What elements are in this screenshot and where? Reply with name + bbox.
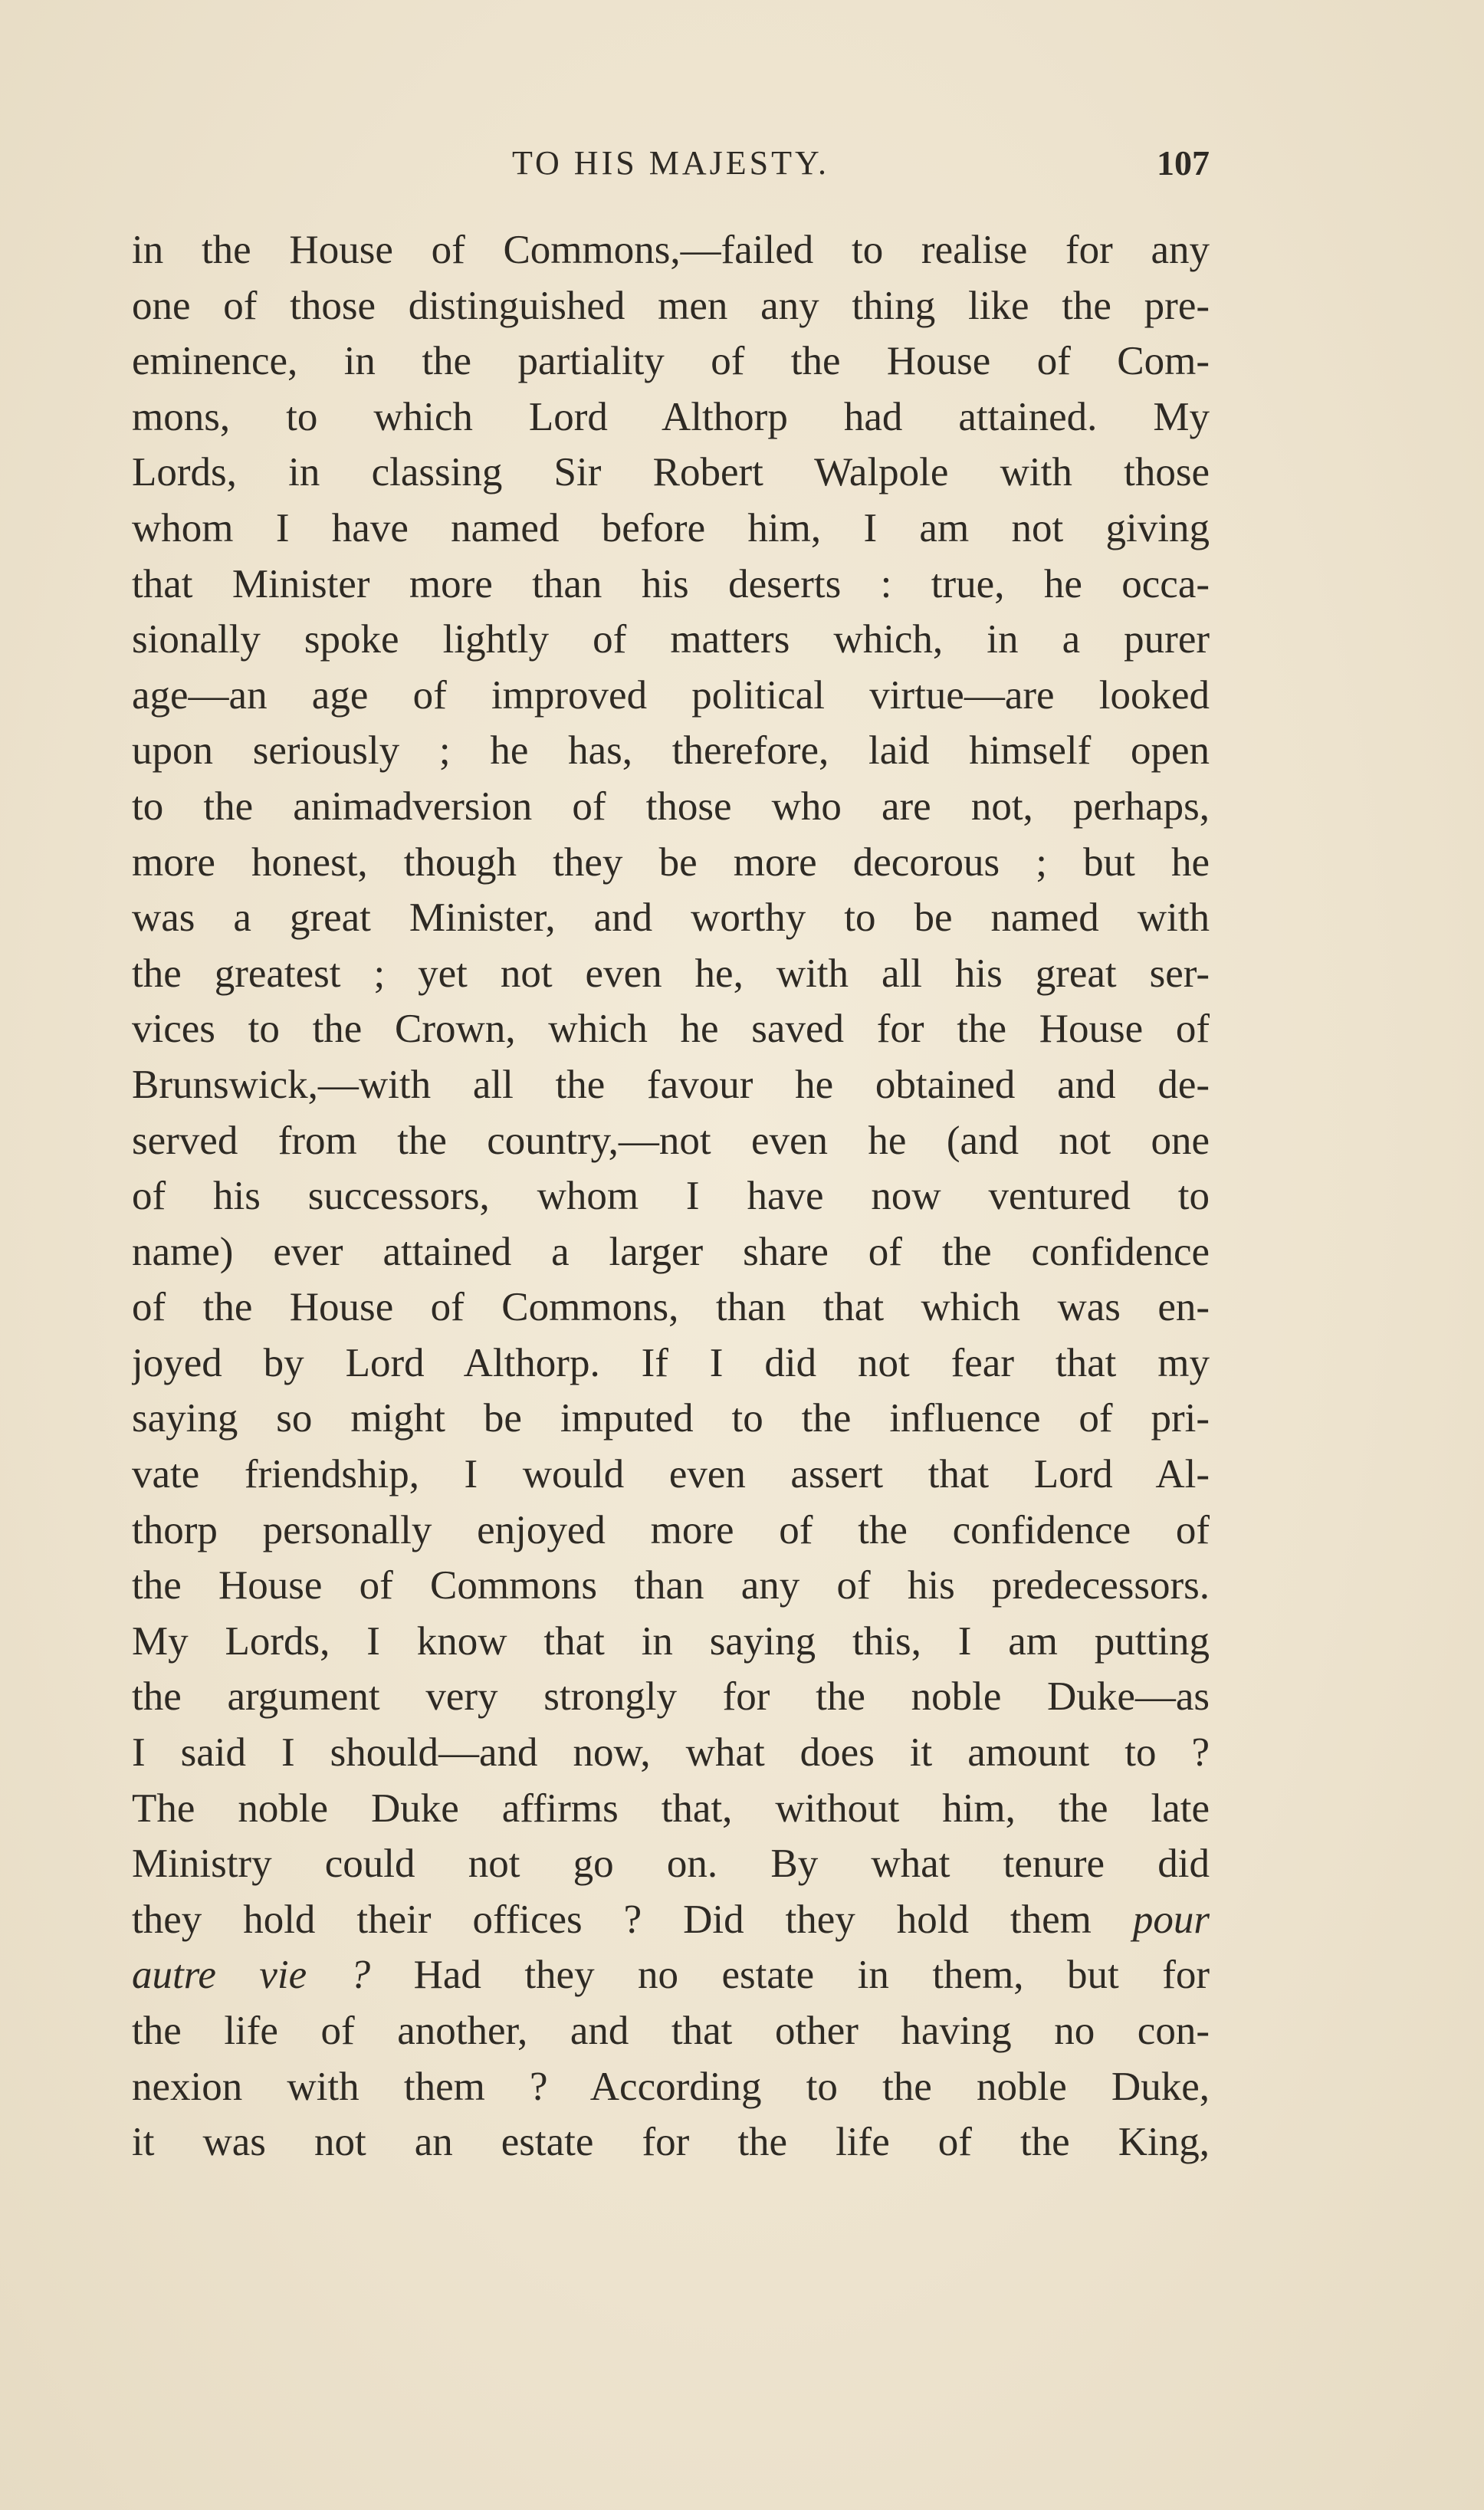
text-line: in the House of Commons,—failed to realise for any (132, 228, 1210, 272)
text-line: I said I should—and now, what does it amount to ? (132, 1730, 1210, 1776)
text-line-with-italic (132, 1947, 1210, 2003)
text-line-with-italic (132, 1892, 1210, 1948)
text-line: one of those distinguished men any thing like the pre- (132, 283, 1210, 328)
running-head (132, 136, 1210, 190)
running-head-title: TO HIS MAJESTY. (511, 144, 830, 182)
text-line: vate friendship, I would even assert that Lord Al- (132, 1452, 1210, 1497)
text-line: whom I have named before him, I am not giving (132, 505, 1210, 550)
text-line: sionally spoke lightly of matters which, in a purer (132, 617, 1210, 662)
text-line: more honest, though they be more decorous ; but he (132, 839, 1210, 885)
text-line: age—an age of improved political virtue—are looked (132, 672, 1210, 718)
text-line: nexion with them ? According to the noble Duke, (132, 2064, 1210, 2109)
text-line: of the House of Commons, than that which was en- (132, 1285, 1210, 1330)
text-line: Brunswick,—with all the favour he obtained and de- (132, 1062, 1210, 1107)
text-line: the life of another, and that other having no con- (132, 2009, 1210, 2053)
text-line: The noble Duke affirms that, without him, the late (132, 1786, 1210, 1831)
italic-phrase: pour (1132, 1897, 1210, 1942)
text-line: joyed by Lord Althorp. If I did not fear that my (132, 1340, 1210, 1385)
page-number: 107 (1157, 143, 1210, 182)
text-line: of his successors, whom I have now ventured to (132, 1174, 1210, 1219)
text-line: Lords, in classing Sir Robert Walpole with those (132, 450, 1210, 495)
text-line: saying so might be imputed to the influence of pri- (132, 1396, 1210, 1441)
text-line: to the animadversion of those who are not, perhaps, (132, 784, 1210, 829)
body-text (132, 222, 1210, 2170)
text-line: My Lords, I know that in saying this, I am putting (132, 1618, 1210, 1664)
text-line: name) ever attained a larger share of the confidence (132, 1229, 1210, 1274)
text-line: eminence, in the partiality of the House of Com- (132, 339, 1210, 384)
text-segment: they hold their offices ? Did they hold them (132, 1897, 1092, 1942)
text-line: the greatest ; yet not even he, with all his great ser- (132, 951, 1210, 996)
text-line: was a great Minister, and worthy to be named with (132, 895, 1210, 941)
italic-phrase: autre vie ? (132, 1953, 371, 1998)
text-line: served from the country,—not even he (and not one (132, 1118, 1210, 1163)
text-line: the argument very strongly for the noble Duke—as (132, 1674, 1210, 1720)
text-segment: Had they no estate in them, but for (370, 1953, 1210, 1998)
text-line: thorp personally enjoyed more of the confidence of (132, 1507, 1210, 1552)
text-line: that Minister more than his deserts : true, he occa- (132, 561, 1210, 606)
text-line: the House of Commons than any of his predecessors. (132, 1563, 1210, 1608)
text-line: Ministry could not go on. By what tenure did (132, 1841, 1210, 1887)
text-line: vices to the Crown, which he saved for the House of (132, 1007, 1210, 1052)
text-line: upon seriously ; he has, therefore, laid himself open (132, 728, 1210, 774)
text-line: it was not an estate for the life of the King, (132, 2120, 1210, 2165)
text-line: mons, to which Lord Althorp had attained. My (132, 394, 1210, 439)
